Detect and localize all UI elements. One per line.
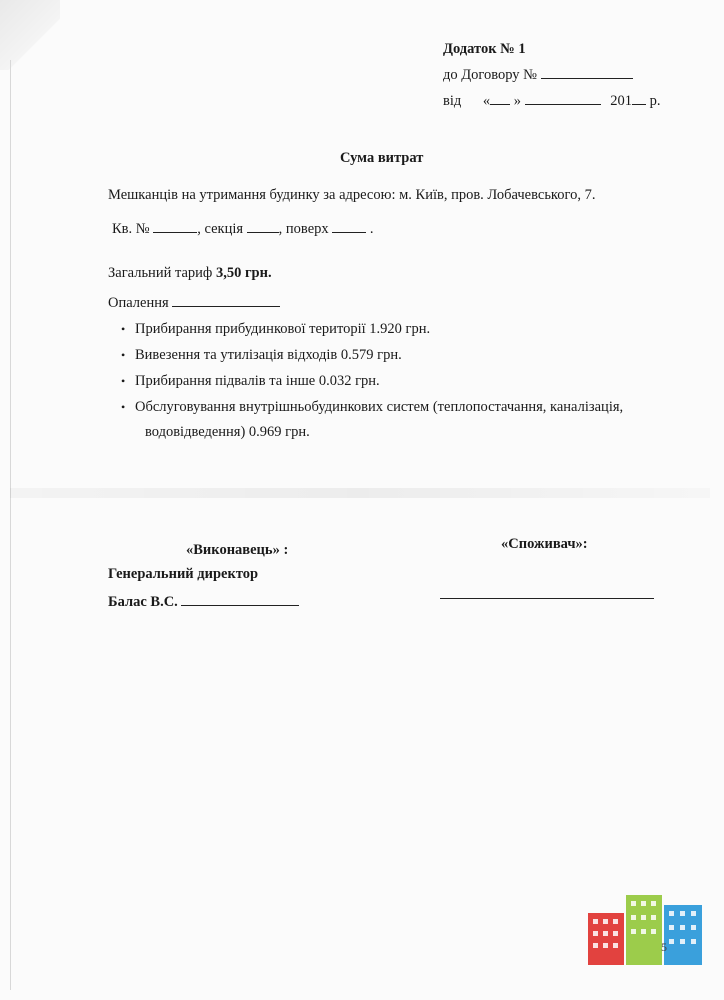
tariff-line bbox=[108, 264, 272, 282]
consumer-title: «Споживач»: bbox=[501, 536, 588, 552]
executor-title: «Виконавець» : bbox=[186, 542, 289, 558]
contract-date-line bbox=[443, 90, 661, 110]
section-blank bbox=[247, 218, 279, 233]
tariff-value: 3,50 грн. bbox=[215, 265, 272, 281]
contract-number-label: до Договору № bbox=[443, 67, 537, 83]
year-suffix: р. bbox=[649, 93, 661, 109]
apartment-label: Кв. № bbox=[112, 221, 150, 237]
executor-signature-line bbox=[108, 591, 299, 611]
date-from-label: від bbox=[443, 93, 462, 109]
heating-label: Опалення bbox=[108, 295, 169, 311]
executor-name: Балас В.С. bbox=[108, 594, 178, 610]
bullet-item-1: Прибирання прибудинкової території 1.920 грн. bbox=[135, 321, 431, 337]
section-label: , секція bbox=[197, 221, 244, 237]
document-title: Сума витрат bbox=[340, 150, 424, 166]
year-blank bbox=[632, 90, 646, 105]
day-blank bbox=[490, 90, 510, 105]
address-line: Мешканців на утримання будинку за адресою: м. Київ, пров. Лобачевського, 7. bbox=[108, 187, 596, 203]
floor-blank bbox=[332, 218, 366, 233]
bullet-item-2: Вивезення та утилізація відходів 0.579 грн. bbox=[135, 347, 402, 363]
year-prefix: 201 bbox=[610, 93, 633, 109]
quote-open: « bbox=[482, 93, 491, 109]
bullet-item-4: Обслуговування внутрішньобудинкових систем (теплопостачання, каналізація, bbox=[135, 399, 624, 415]
bullet-dot: • bbox=[121, 322, 126, 336]
heating-blank bbox=[172, 292, 280, 307]
apartment-line bbox=[112, 218, 374, 238]
bullet-item-4-continued: водовідведення) 0.969 грн. bbox=[145, 424, 310, 440]
executor-signature-blank bbox=[181, 591, 299, 606]
page-corner-shadow bbox=[0, 0, 60, 70]
apartment-line-end: . bbox=[369, 221, 374, 237]
bullet-dot: • bbox=[121, 400, 126, 414]
appendix-title: Додаток № 1 bbox=[443, 41, 526, 57]
contract-number-line bbox=[443, 64, 633, 84]
executor-position: Генеральний директор bbox=[108, 566, 259, 582]
bullet-item-3: Прибирання підвалів та інше 0.032 грн. bbox=[135, 373, 380, 389]
tariff-label: Загальний тариф bbox=[108, 265, 213, 281]
buildings-logo-icon bbox=[588, 893, 702, 965]
heating-line bbox=[108, 292, 280, 312]
scan-fold-mark bbox=[10, 488, 710, 498]
page-number: 5 bbox=[661, 940, 667, 954]
page-left-edge bbox=[10, 60, 11, 990]
bullet-dot: • bbox=[121, 374, 126, 388]
contract-number-blank bbox=[541, 64, 633, 79]
month-blank bbox=[525, 90, 601, 105]
floor-label: , поверх bbox=[278, 221, 329, 237]
apartment-blank bbox=[153, 218, 197, 233]
quote-close: » bbox=[513, 93, 522, 109]
bullet-dot: • bbox=[121, 348, 126, 362]
consumer-signature-blank bbox=[440, 598, 654, 599]
